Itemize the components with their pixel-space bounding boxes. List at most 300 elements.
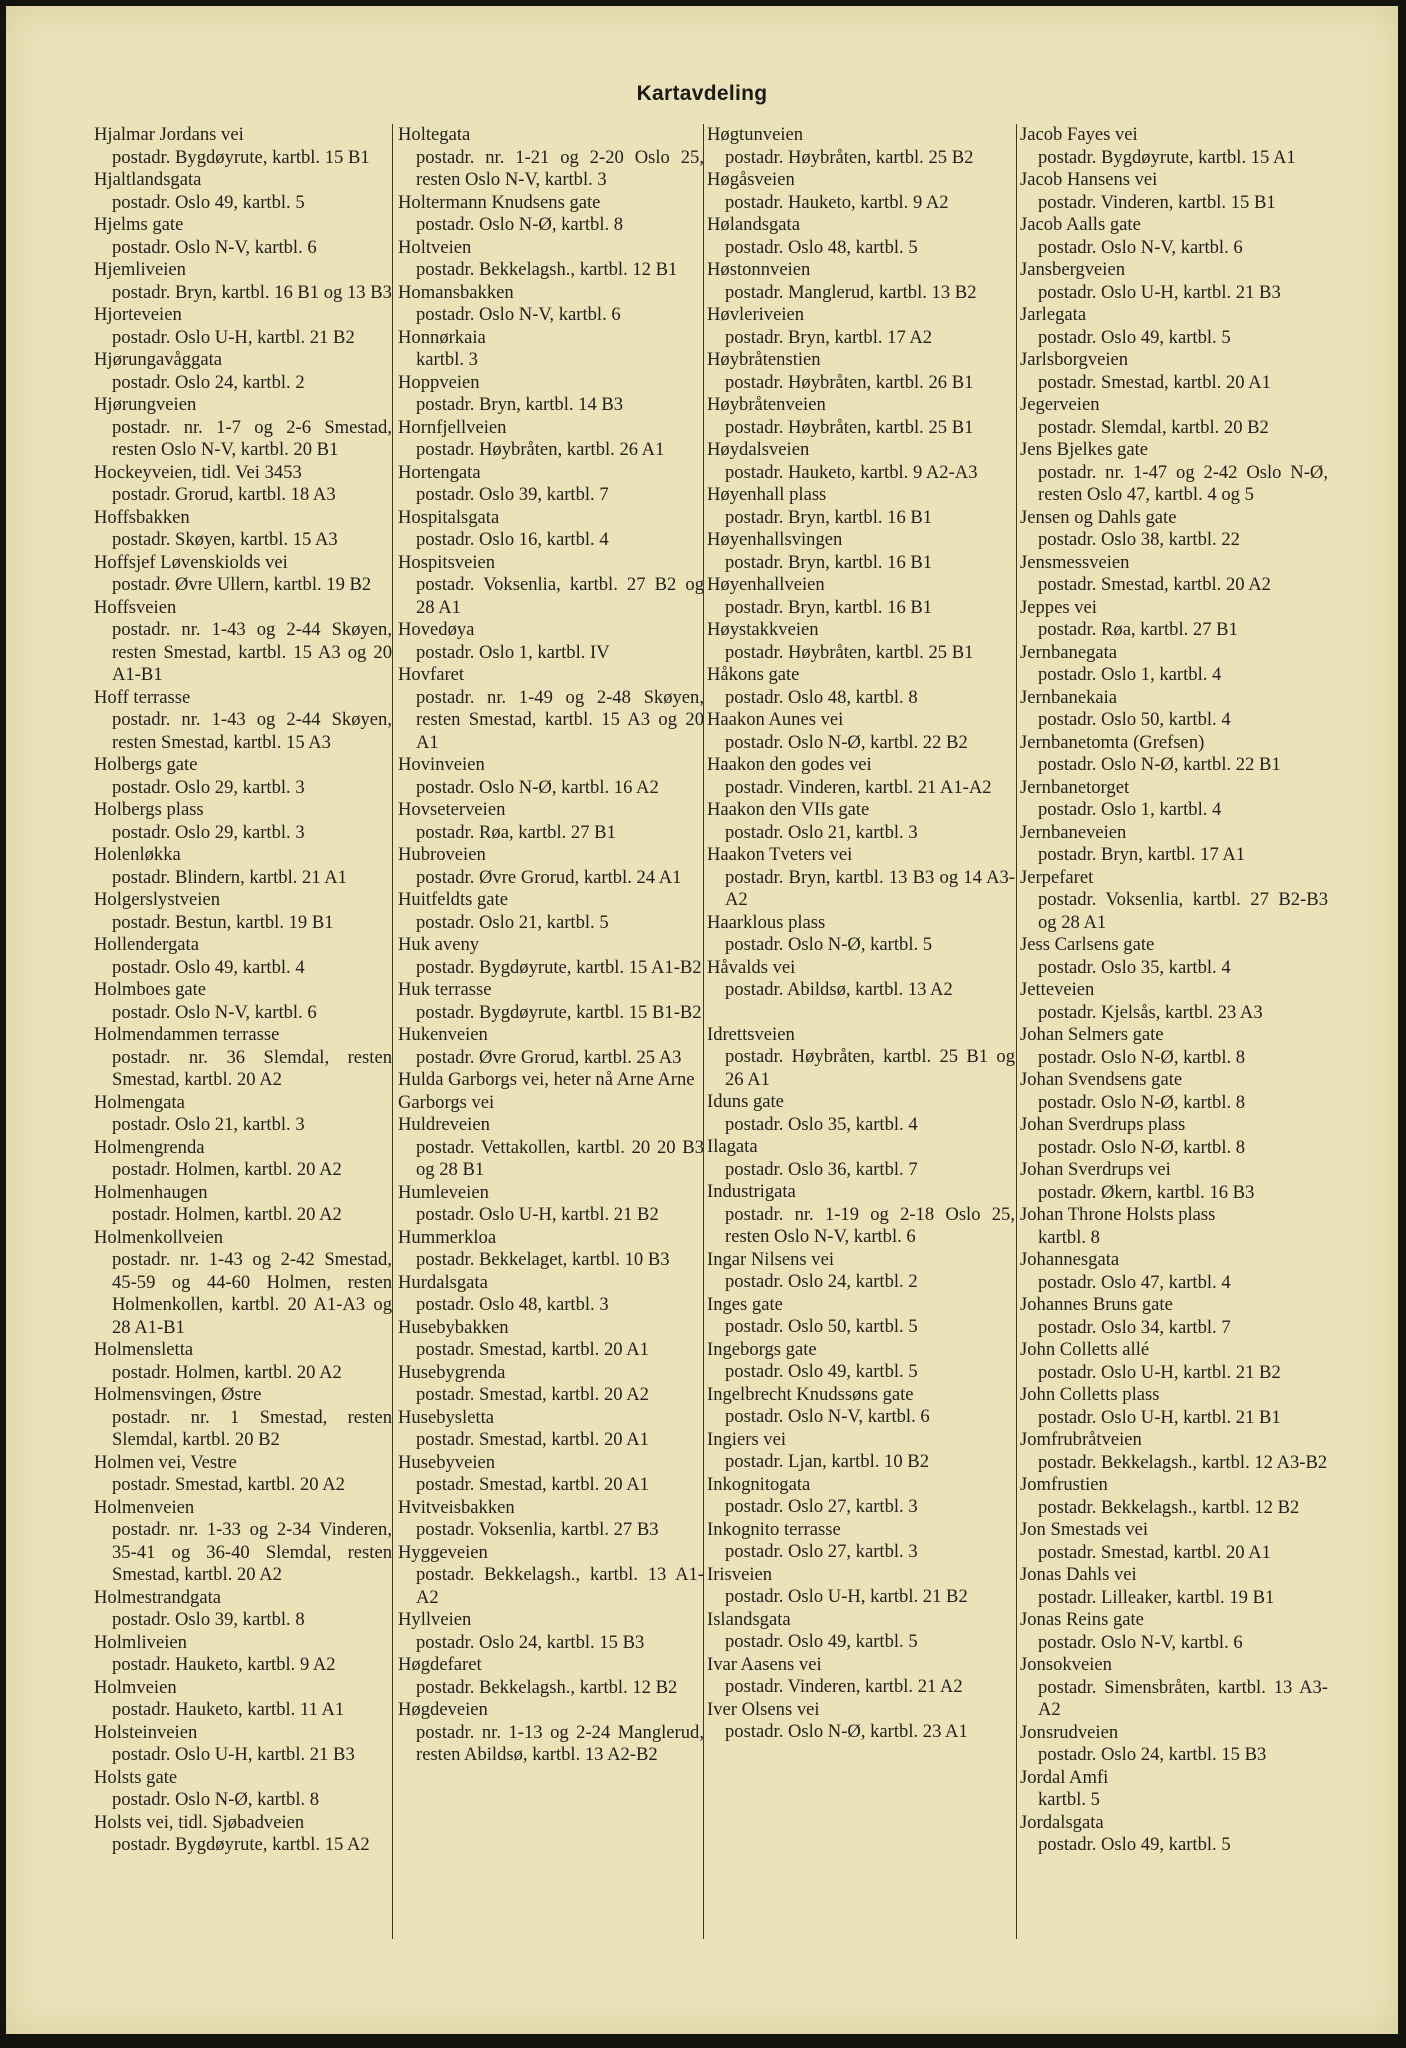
street-detail: postadr. Oslo 1, kartbl. 4 (1038, 799, 1222, 820)
street-name: Jetteveien (1020, 979, 1095, 1000)
street-name: Jernbanetorget (1020, 776, 1130, 798)
street-name: Hulda Garborgs vei, heter nå Arne Arne Garborgs vei (398, 1069, 695, 1113)
street-detail: postadr. Oslo 16, kartbl. 4 (416, 529, 609, 550)
street-name: Jess Carlsens gate (1020, 934, 1155, 955)
street-entry (94, 1677, 392, 1722)
street-entry (1020, 394, 1328, 439)
street-entry (94, 462, 392, 507)
street-entry (1020, 597, 1328, 642)
street-name: Høgtunveien (707, 124, 804, 145)
street-name: Høyenhall plass (707, 484, 827, 505)
street-detail: postadr. Oslo 49, kartbl. 5 (1038, 1834, 1231, 1855)
street-name: Hjorteveien (94, 304, 182, 325)
street-entry (94, 507, 392, 552)
column-4 (1020, 124, 1328, 1857)
street-detail: postadr. Kjelsås, kartbl. 23 A3 (1038, 1001, 1263, 1023)
street-detail: postadr. Øvre Ullern, kartbl. 19 B2 (112, 574, 372, 595)
street-detail: postadr. Høybråten, kartbl. 25 B1 (725, 641, 974, 663)
street-entry (1020, 1609, 1328, 1654)
street-entry (94, 1137, 392, 1182)
street-detail: postadr. Holmen, kartbl. 20 A2 (112, 1159, 342, 1180)
street-detail: postadr. Hauketo, kartbl. 9 A2-A3 (725, 461, 978, 483)
street-name: Holtermann Knudsens gate (398, 191, 601, 213)
street-name: Hølandsgata (707, 214, 800, 235)
street-detail: postadr. Høybråten, kartbl. 25 B1 (725, 416, 974, 438)
street-detail: postadr. Oslo 48, kartbl. 8 (725, 686, 918, 708)
street-detail: postadr. Oslo 24, kartbl. 15 B3 (1038, 1744, 1267, 1765)
street-detail: postadr. Oslo N-Ø, kartbl. 8 (1038, 1136, 1246, 1158)
column-divider (392, 124, 393, 1939)
street-detail: postadr. Oslo 39, kartbl. 8 (112, 1609, 305, 1630)
street-name: Holmliveien (94, 1631, 187, 1653)
street-name: Jernbanegata (1020, 641, 1118, 663)
street-detail: postadr. Oslo 24, kartbl. 15 B3 (416, 1631, 645, 1653)
street-entry (94, 394, 392, 462)
street-name: Johannes Bruns gate (1020, 1294, 1173, 1315)
street-detail: postadr. Voksenlia, kartbl. 27 B2-B3 og 28 A1 (1038, 889, 1328, 933)
street-detail: postadr. Oslo 27, kartbl. 3 (725, 1541, 918, 1562)
street-entry (1020, 304, 1328, 349)
street-entry (94, 934, 392, 979)
street-entry (94, 979, 392, 1024)
street-entry (1020, 687, 1328, 732)
street-detail: postadr. Smestad, kartbl. 20 A2 (112, 1474, 345, 1495)
street-name: Jarlegata (1020, 304, 1087, 325)
street-name: Holbergs gate (94, 754, 198, 775)
street-entry (398, 1069, 704, 1114)
street-entry (1020, 1474, 1328, 1519)
street-entry (707, 349, 1015, 394)
street-entry (94, 799, 392, 844)
street-detail: postadr. Oslo 27, kartbl. 3 (725, 1496, 918, 1517)
street-detail: postadr. Holmen, kartbl. 20 A2 (112, 1204, 342, 1225)
street-detail: postadr. Oslo N-V, kartbl. 6 (1038, 1631, 1243, 1653)
street-detail: postadr. Bekkelagsh., kartbl. 12 B1 (416, 259, 678, 280)
street-entry (1020, 214, 1328, 259)
street-detail: postadr. nr. 36 Slemdal, resten Smestad, kartbl. 20 A2 (112, 1046, 392, 1090)
street-entry (398, 1542, 704, 1610)
street-entry (398, 1024, 704, 1069)
street-detail: postadr. Øvre Grorud, kartbl. 25 A3 (416, 1046, 682, 1068)
street-detail: postadr. Oslo N-V, kartbl. 6 (112, 1001, 317, 1023)
street-detail: postadr. Ljan, kartbl. 10 B2 (725, 1451, 929, 1472)
street-name: Jomfrubråtveien (1020, 1429, 1142, 1450)
street-entry (707, 574, 1015, 619)
street-detail: postadr. Oslo N-Ø, kartbl. 8 (1038, 1091, 1246, 1113)
street-name: Hoffsbakken (94, 506, 190, 528)
street-entry (707, 1519, 1015, 1564)
street-entry (707, 259, 1015, 304)
street-name: Haakon den godes vei (707, 754, 872, 775)
street-name: Hoffsveien (94, 596, 177, 618)
street-detail: postadr. Oslo 24, kartbl. 2 (725, 1271, 918, 1292)
street-entry (398, 1182, 704, 1227)
street-entry (398, 1497, 704, 1542)
street-detail: postadr. Bekkelaget, kartbl. 10 B3 (416, 1249, 670, 1270)
street-name: Huldreveien (398, 1114, 490, 1135)
street-entry (707, 394, 1015, 439)
street-detail: postadr. Oslo 34, kartbl. 7 (1038, 1316, 1231, 1338)
street-detail: postadr. Bekkelagsh., kartbl. 12 A3-B2 (1038, 1451, 1328, 1473)
street-entry (1020, 1654, 1328, 1722)
street-entry (707, 169, 1015, 214)
street-entry (1020, 642, 1328, 687)
street-detail: postadr. Abildsø, kartbl. 13 A2 (725, 979, 953, 1000)
street-entry (707, 1699, 1015, 1744)
street-entry (707, 124, 1015, 169)
street-name: Jernbaneveien (1020, 821, 1127, 843)
street-detail: postadr. Oslo 49, kartbl. 5 (725, 1361, 918, 1382)
street-name: Høystakkveien (707, 619, 819, 640)
street-detail: postadr. Oslo N-Ø, kartbl. 22 B1 (1038, 754, 1281, 775)
street-detail: postadr. Bygdøyrute, kartbl. 15 B1-B2 (416, 1001, 702, 1023)
street-detail: postadr. Oslo N-V, kartbl. 6 (725, 1406, 930, 1427)
street-detail: postadr. Oslo 29, kartbl. 3 (112, 776, 305, 798)
street-name: Jansbergveien (1020, 259, 1125, 280)
street-entry (707, 1294, 1015, 1339)
street-entry (1020, 732, 1328, 777)
street-name: Honnørkaia (398, 326, 486, 348)
street-name: Hjalmar Jordans vei (94, 124, 244, 145)
street-entry (707, 484, 1015, 529)
street-entry (398, 1609, 704, 1654)
street-name: Jon Smestads vei (1020, 1519, 1149, 1540)
street-entry (1020, 1767, 1328, 1812)
street-name: Hjørungavåggata (94, 349, 223, 370)
street-name: Holmengrenda (94, 1136, 205, 1158)
street-entry (398, 417, 704, 462)
street-name: Industrigata (707, 1181, 796, 1202)
street-detail: postadr. Oslo 49, kartbl. 5 (1038, 326, 1231, 348)
street-detail: postadr. Bryn, kartbl. 13 B3 og 14 A3-A2 (725, 866, 1015, 910)
street-name: Husebyveien (398, 1451, 496, 1473)
street-detail: kartbl. 5 (1038, 1789, 1100, 1810)
street-entry (94, 844, 392, 889)
street-entry (1020, 777, 1328, 822)
street-name: Haakon Tveters vei (707, 844, 853, 865)
street-name: Huitfeldts gate (398, 889, 508, 910)
street-name: Jonas Reins gate (1020, 1609, 1144, 1630)
street-name: Holmboes gate (94, 979, 207, 1000)
street-name: Ingar Nilsens vei (707, 1248, 835, 1270)
street-name: Høgåsveien (707, 169, 795, 190)
street-name: Huk terrasse (398, 979, 492, 1000)
street-name: Jens Bjelkes gate (1020, 439, 1149, 460)
street-name: Høyenhallveien (707, 574, 825, 595)
street-entry (398, 282, 704, 327)
street-detail: postadr. Høybråten, kartbl. 26 A1 (416, 439, 665, 460)
street-entry (94, 1587, 392, 1632)
street-detail: postadr. nr. 1-47 og 2-42 Oslo N-Ø, resten Oslo 47, kartbl. 4 og 5 (1038, 461, 1328, 505)
street-entry (398, 1699, 704, 1767)
street-detail: postadr. Bryn, kartbl. 16 B1 og 13 B3 (112, 281, 392, 303)
street-detail: postadr. Oslo 29, kartbl. 3 (112, 821, 305, 843)
column-3 (707, 124, 1015, 1744)
street-name: Husebygrenda (398, 1361, 506, 1383)
street-detail: postadr. nr. 1-33 og 2-34 Vinderen, 35-41 og 36-40 Slemdal, resten Smestad, kartbl. 20 A2 (112, 1519, 392, 1585)
street-entry (707, 1339, 1015, 1384)
street-entry (1020, 822, 1328, 867)
street-name: Holmen vei, Vestre (94, 1451, 237, 1473)
street-detail: postadr. Hauketo, kartbl. 11 A1 (112, 1699, 345, 1720)
street-detail: postadr. Bygdøyrute, kartbl. 15 A1-B2 (416, 956, 702, 978)
street-detail: postadr. Høybråten, kartbl. 26 B1 (725, 371, 974, 393)
street-detail: postadr. Oslo 50, kartbl. 5 (725, 1316, 918, 1337)
street-entry (94, 1812, 392, 1857)
street-name: Holmensletta (94, 1339, 194, 1360)
street-name: Jonsrudveien (1020, 1721, 1119, 1743)
street-detail: postadr. Oslo 47, kartbl. 4 (1038, 1271, 1231, 1293)
street-entry (707, 709, 1015, 754)
street-name: Johan Throne Holsts plass (1020, 1204, 1216, 1225)
street-entry (707, 1181, 1015, 1249)
street-detail: postadr. Oslo N-Ø, kartbl. 22 B2 (725, 731, 968, 753)
street-name: Iver Olsens vei (707, 1698, 820, 1720)
street-entry (94, 169, 392, 214)
street-name: Haarklous plass (707, 911, 826, 933)
street-entry (398, 799, 704, 844)
street-name: Jordal Amfi (1020, 1766, 1109, 1788)
street-detail: postadr. Røa, kartbl. 27 B1 (1038, 619, 1238, 640)
street-detail: postadr. Oslo 35, kartbl. 4 (725, 1113, 918, 1135)
street-entry (707, 439, 1015, 484)
street-entry (398, 754, 704, 799)
street-entry (94, 1767, 392, 1812)
street-detail: postadr. Skøyen, kartbl. 15 A3 (112, 529, 338, 550)
street-name: Hvitveisbakken (398, 1496, 515, 1518)
street-name: Holsteinveien (94, 1721, 198, 1743)
street-name: Ilagata (707, 1136, 758, 1157)
street-name: Hjørungveien (94, 394, 197, 415)
street-entry (707, 1384, 1015, 1429)
street-entry (1020, 1384, 1328, 1429)
street-name: Huk aveny (398, 934, 480, 955)
street-name: Holsts vei, tidl. Sjøbadveien (94, 1811, 305, 1833)
street-entry (707, 1654, 1015, 1699)
street-entry (1020, 259, 1328, 304)
column-divider (1016, 124, 1017, 1939)
street-name: John Colletts plass (1020, 1384, 1160, 1405)
street-entry (707, 1024, 1015, 1092)
street-detail: postadr. Smestad, kartbl. 20 A1 (416, 1429, 649, 1450)
street-name: Håvalds vei (707, 956, 796, 978)
street-name: Hjaltlandsgata (94, 169, 202, 190)
street-detail: postadr. Voksenlia, kartbl. 27 B2 og 28 A1 (416, 574, 704, 618)
street-entry (94, 1384, 392, 1452)
street-detail: postadr. Bekkelagsh., kartbl. 12 B2 (416, 1676, 678, 1698)
street-name: Johan Sverdrups plass (1020, 1114, 1186, 1135)
street-name: Holmenveien (94, 1496, 195, 1518)
street-name: Hoff terrasse (94, 686, 191, 708)
street-detail: postadr. Voksenlia, kartbl. 27 B3 (416, 1519, 659, 1540)
street-name: Husebybakken (398, 1316, 509, 1338)
street-entry (94, 552, 392, 597)
street-name: John Colletts allé (1020, 1339, 1150, 1360)
street-detail: postadr. Bryn, kartbl. 14 B3 (416, 394, 624, 415)
street-entry (398, 934, 704, 979)
street-name: Homansbakken (398, 281, 514, 303)
street-detail: postadr. Bryn, kartbl. 17 A1 (1038, 844, 1246, 865)
street-detail: postadr. Oslo U-H, kartbl. 21 B3 (112, 1744, 355, 1765)
street-entry (398, 1654, 704, 1699)
street-name: Johannesgata (1020, 1249, 1120, 1270)
street-detail: postadr. Grorud, kartbl. 18 A3 (112, 484, 336, 505)
street-name: Jonsokveien (1020, 1654, 1112, 1675)
street-detail: postadr. Oslo 49, kartbl. 5 (725, 1631, 918, 1652)
street-name: Høstonnveien (707, 259, 811, 280)
street-name: Islandsgata (707, 1608, 791, 1630)
street-detail: postadr. nr. 1-19 og 2-18 Oslo 25, resten Oslo N-V, kartbl. 6 (725, 1203, 1015, 1247)
street-name: Holbergs plass (94, 799, 204, 820)
street-detail: postadr. Oslo N-V, kartbl. 6 (1038, 236, 1243, 258)
street-entry (94, 1452, 392, 1497)
street-name: Inges gate (707, 1293, 783, 1315)
street-entry (1020, 507, 1328, 552)
street-name: Jacob Aalls gate (1020, 214, 1141, 235)
street-name: Jordalsgata (1020, 1811, 1104, 1833)
street-name: Hubroveien (398, 844, 486, 865)
street-entry (1020, 124, 1328, 169)
street-detail: postadr. Oslo 24, kartbl. 2 (112, 371, 305, 393)
street-detail: postadr. Øvre Grorud, kartbl. 24 A1 (416, 866, 682, 888)
street-detail: postadr. Bekkelagsh., kartbl. 13 A1-A2 (416, 1564, 704, 1608)
street-name: Jacob Hansens vei (1020, 169, 1158, 190)
street-detail: postadr. Oslo N-V, kartbl. 6 (112, 236, 317, 258)
street-entry (1020, 1339, 1328, 1384)
street-name: Høybråtenstien (707, 349, 821, 370)
street-name: Høybråtenveien (707, 394, 826, 415)
street-name: Jonas Dahls vei (1020, 1564, 1137, 1585)
street-name: Holtveien (398, 236, 472, 258)
street-entry (94, 304, 392, 349)
street-entry (1020, 1114, 1328, 1159)
street-detail: postadr. Blindern, kartbl. 21 A1 (112, 866, 347, 888)
street-entry (707, 844, 1015, 912)
street-name: Hyllveien (398, 1609, 472, 1630)
street-entry (1020, 552, 1328, 597)
street-entry (707, 664, 1015, 709)
street-detail: kartbl. 3 (416, 349, 478, 370)
street-name: Holmengata (94, 1091, 185, 1113)
street-name: Ivar Aasens vei (707, 1653, 822, 1675)
street-entry (1020, 349, 1328, 394)
street-detail: postadr. Vettakollen, kartbl. 20 20 B3 og 28 B1 (416, 1136, 704, 1180)
street-detail: postadr. Oslo 1, kartbl. 4 (1038, 664, 1222, 685)
column-divider (703, 124, 704, 1939)
street-entry (398, 552, 704, 620)
street-name: Hurdalsgata (398, 1271, 488, 1293)
street-detail: postadr. Oslo 50, kartbl. 4 (1038, 709, 1231, 730)
street-detail: postadr. Bryn, kartbl. 17 A2 (725, 326, 933, 348)
street-name: Håkons gate (707, 664, 800, 685)
street-detail: postadr. Oslo N-Ø, kartbl. 8 (416, 214, 624, 235)
street-name: Irisveien (707, 1563, 773, 1585)
street-entry (398, 844, 704, 889)
street-entry (398, 664, 704, 754)
street-entry (94, 214, 392, 259)
street-entry (398, 619, 704, 664)
street-entry (398, 1452, 704, 1497)
street-entry (707, 1091, 1015, 1136)
street-detail: postadr. Høybråten, kartbl. 25 B2 (725, 146, 974, 168)
street-name: Ingeborgs gate (707, 1338, 817, 1360)
street-detail: postadr. Oslo 49, kartbl. 5 (112, 191, 305, 213)
street-entry (707, 529, 1015, 574)
street-entry (398, 1317, 704, 1362)
street-name: Ingiers vei (707, 1428, 786, 1450)
street-detail: postadr. Økern, kartbl. 16 B3 (1038, 1181, 1255, 1203)
street-detail: postadr. Smestad, kartbl. 20 A1 (416, 1339, 649, 1360)
street-entry (1020, 1564, 1328, 1609)
street-entry (398, 192, 704, 237)
street-entry (1020, 1159, 1328, 1204)
street-name: Hoppveien (398, 371, 480, 393)
street-entry (94, 1339, 392, 1384)
street-entry (707, 754, 1015, 799)
street-name: Hortengata (398, 461, 481, 483)
street-detail: postadr. Oslo 38, kartbl. 22 (1038, 529, 1240, 550)
street-entry (398, 237, 704, 282)
street-entry (94, 1722, 392, 1767)
street-entry (1020, 1519, 1328, 1564)
street-detail: postadr. Bekkelagsh., kartbl. 12 B2 (1038, 1496, 1300, 1518)
street-entry (94, 1497, 392, 1587)
street-detail: postadr. Oslo 49, kartbl. 4 (112, 956, 305, 978)
street-name: Holtegata (398, 124, 471, 145)
street-detail: postadr. Oslo 21, kartbl. 3 (112, 1114, 305, 1135)
street-name: Jeppes vei (1020, 596, 1097, 618)
street-entry (1020, 169, 1328, 214)
street-entry (707, 1609, 1015, 1654)
street-entry (94, 1632, 392, 1677)
street-name: Høgdefaret (398, 1654, 482, 1675)
street-detail: postadr. Oslo 1, kartbl. IV (416, 641, 610, 663)
street-detail: postadr. Hauketo, kartbl. 9 A2 (112, 1654, 336, 1675)
street-detail: postadr. nr. 1-43 og 2-44 Skøyen, resten Smestad, kartbl. 15 A3 og 20 A1-B1 (112, 619, 392, 685)
street-entry (1020, 1722, 1328, 1767)
street-name: Haakon den VIIs gate (707, 799, 870, 820)
street-entry (398, 1407, 704, 1452)
street-name: Husebysletta (398, 1406, 495, 1428)
street-entry (94, 1092, 392, 1137)
street-detail: postadr. Bryn, kartbl. 16 B1 (725, 551, 933, 573)
street-detail: postadr. Oslo N-Ø, kartbl. 23 A1 (725, 1721, 968, 1742)
street-detail: postadr. Oslo N-Ø, kartbl. 16 A2 (416, 776, 659, 798)
street-name: Johan Sverdrups vei (1020, 1159, 1171, 1180)
street-name: Holmenkollveien (94, 1226, 224, 1248)
street-detail: postadr. Oslo U-H, kartbl. 21 B3 (1038, 281, 1281, 303)
street-entry (1020, 1204, 1328, 1249)
street-entry (707, 304, 1015, 349)
street-entry (94, 754, 392, 799)
street-entry (94, 1024, 392, 1092)
street-entry (707, 799, 1015, 844)
street-name: Hovinveien (398, 754, 485, 775)
street-detail: postadr. Bygdøyrute, kartbl. 15 A2 (112, 1834, 370, 1855)
street-entry (94, 687, 392, 755)
street-entry (707, 214, 1015, 259)
street-name: Holmveien (94, 1676, 177, 1698)
street-entry (1020, 1812, 1328, 1857)
street-entry (707, 957, 1015, 1002)
street-detail: postadr. nr. 1-21 og 2-20 Oslo 25, resten Oslo N-V, kartbl. 3 (416, 146, 704, 190)
street-detail: postadr. Røa, kartbl. 27 B1 (416, 821, 616, 843)
street-entry (398, 372, 704, 417)
street-entry (94, 1182, 392, 1227)
street-entry (94, 349, 392, 394)
street-detail: postadr. Oslo U-H, kartbl. 21 B2 (112, 326, 355, 348)
street-entry (1020, 1249, 1328, 1294)
